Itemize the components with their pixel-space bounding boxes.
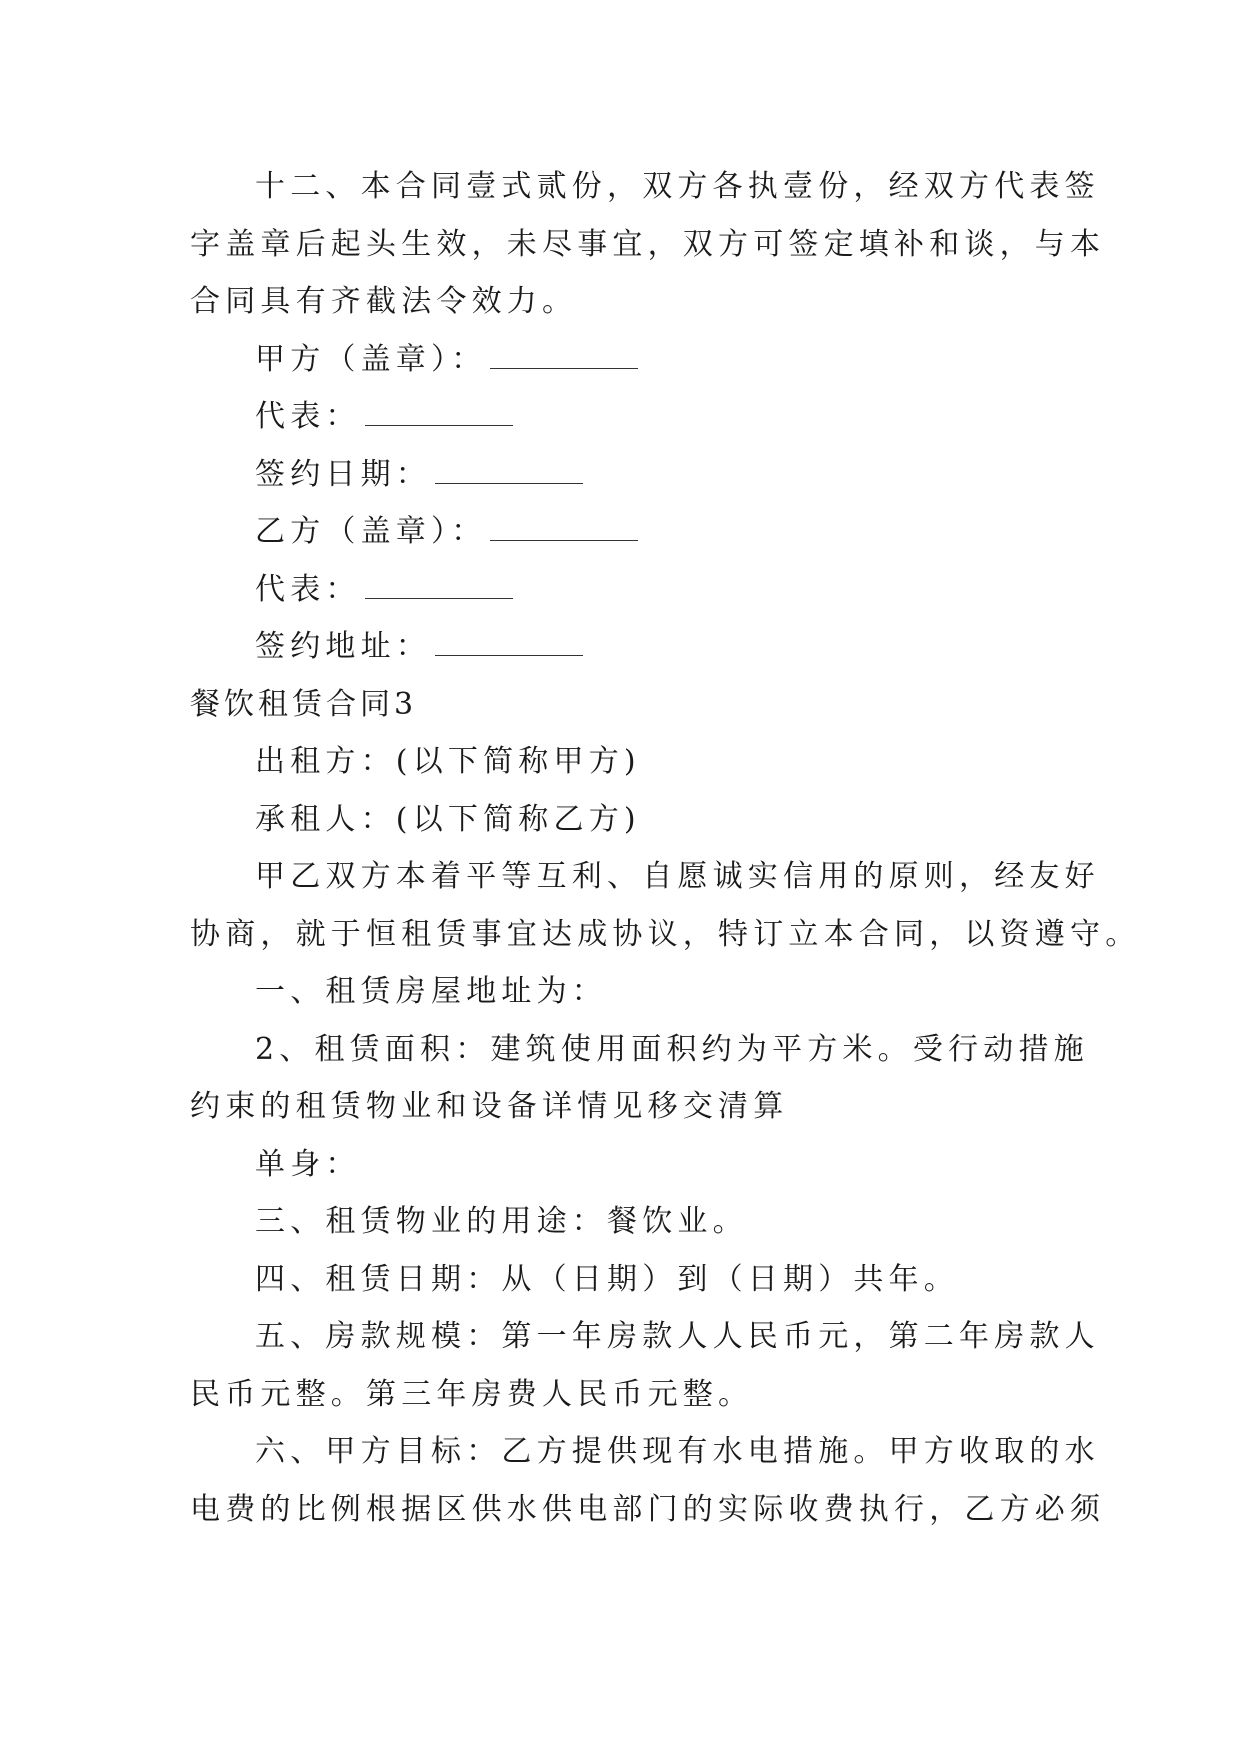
sign-date-label: 签约日期：: [255, 456, 431, 492]
representative-a-field: [190, 388, 1060, 446]
party-b-label: 乙方（盖章）：: [255, 514, 487, 549]
sign-date-blank: [435, 461, 583, 484]
lessee-line: 承租人：(以下简称乙方): [255, 801, 641, 837]
party-b-blank: [490, 518, 638, 541]
clause-6-line-2: 电费的比例根据区供水供电部门的实际收费执行，乙方必须: [190, 1491, 1106, 1527]
representative-a-label: 代表：: [255, 399, 361, 434]
clause-1: 一、租赁房屋地址为：: [255, 974, 607, 1009]
clause-12-line-1: 十二、本合同壹式贰份，双方各执壹份，经双方代表签: [255, 169, 1100, 204]
party-b-seal-field: [190, 503, 1060, 561]
clause-3: 三、租赁物业的用途：餐饮业。: [255, 1204, 748, 1239]
party-a-blank: [490, 346, 638, 369]
clause-6-line-1: 六、甲方目标：乙方提供现有水电措施。甲方收取的水: [255, 1434, 1100, 1469]
clause-5-line-2: 民币元整。第三年房费人民币元整。: [190, 1376, 754, 1412]
clause-2-line-1: 2、租赁面积：建筑使用面积约为平方米。受行动措施: [255, 1031, 1089, 1067]
party-a-label: 甲方（盖章）：: [255, 341, 487, 377]
representative-b-blank: [365, 576, 513, 599]
clause-4: 四、租赁日期：从（日期）到（日期）共年。: [255, 1261, 959, 1297]
document-body: [190, 158, 1141, 1538]
representative-b-field: [190, 561, 1060, 619]
intro-line-2: 协商，就于恒租赁事宜达成协议，特订立本合同，以资遵守。: [190, 916, 1141, 952]
clause-5-line-1: 五、房款规模：第一年房款人人民币元，第二年房款人: [255, 1319, 1100, 1354]
intro-line-1: 甲乙双方本着平等互利、自愿诚实信用的原则，经友好: [255, 859, 1100, 894]
contract-3-title: 餐饮租赁合同3: [190, 686, 418, 722]
representative-b-label: 代表：: [255, 571, 361, 607]
party-a-seal-field: [190, 331, 1060, 389]
representative-a-blank: [365, 403, 513, 426]
lessor-line: 出租方：(以下简称甲方): [255, 744, 641, 779]
clause-12-line-2: 字盖章后起头生效，未尽事宜，双方可签定填补和谈，与本: [190, 226, 1106, 262]
sign-address-blank: [435, 633, 583, 656]
single-line: 单身：: [255, 1146, 361, 1182]
clause-12-line-3: 合同具有齐截法令效力。: [190, 284, 578, 319]
sign-address-field: [190, 618, 1060, 676]
clause-2-line-2: 约束的租赁物业和设备详情见移交清算: [190, 1089, 789, 1124]
sign-address-label: 签约地址：: [255, 629, 431, 664]
sign-date-field: [190, 446, 1060, 504]
